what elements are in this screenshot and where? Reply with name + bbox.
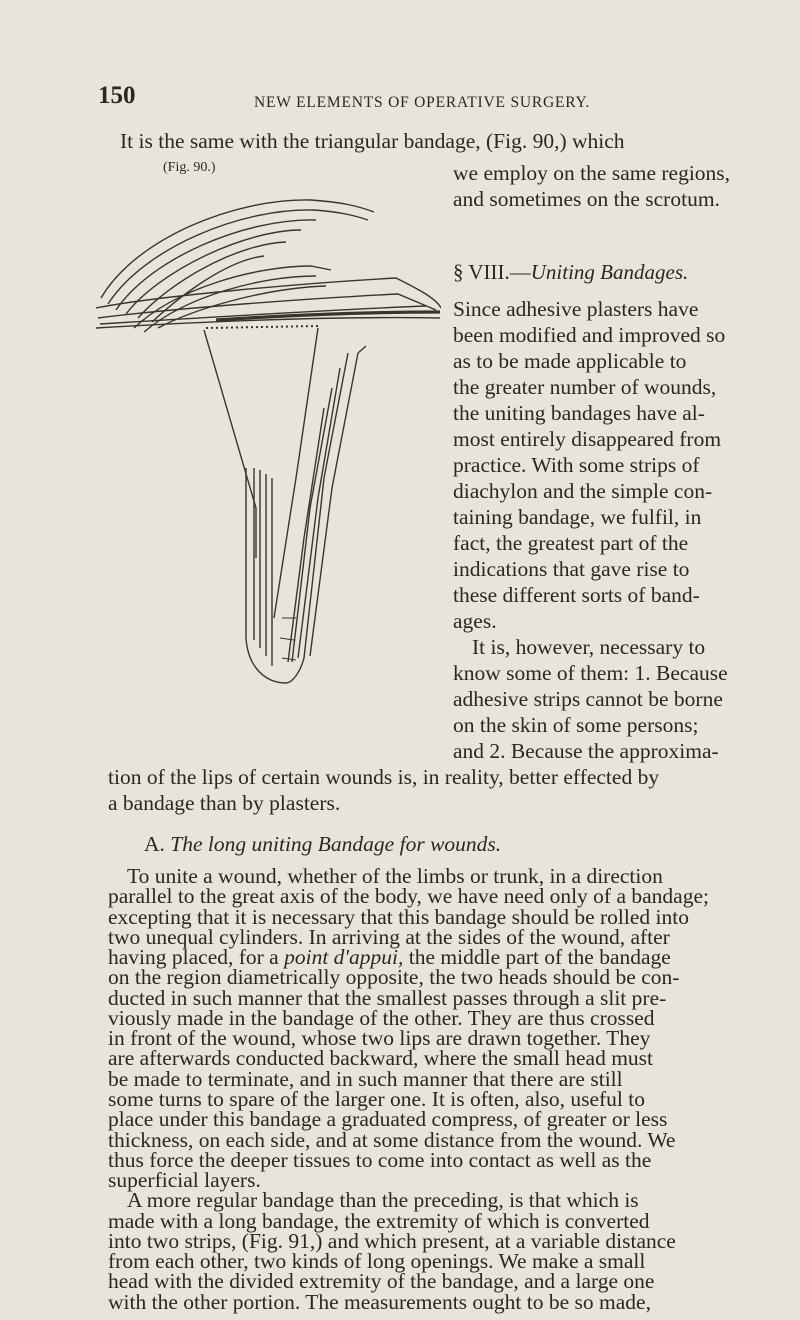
text-line: on the skin of some persons; [453,713,699,737]
text-line: adhesive strips cannot be borne [453,687,723,711]
subsection-title: The long uniting Bandage for wounds. [170,832,502,856]
section-title: Uniting Bandages. [530,260,689,284]
section-heading [453,260,688,285]
text-line: fact, the greatest part of the [453,531,689,555]
text-line: ages. [453,609,497,633]
text-line: indications that gave rise to [453,557,690,581]
section-prefix: § VIII.— [453,260,531,284]
text-line: ducted in such manner that the smallest passes through a slit pre- [108,985,667,1010]
text-line: two unequal cylinders. In arriving at the sides of the wound, after [108,924,670,949]
text-line: viously made in the bandage of the other. They are thus crossed [108,1005,655,1030]
text-line: are afterwards conducted backward, where the small head must [108,1046,654,1071]
text-line: be made to terminate, and in such manner that there are still [108,1066,623,1091]
text-line: thus force the deeper tissues to come into contact as well as the [108,1147,652,1172]
text-line: taining bandage, we fulfil, in [453,505,702,529]
text-line: tion of the lips of certain wounds is, in reality, better effected by [108,765,660,789]
text-line: made with a long bandage, the extremity of which is converted [108,1208,650,1233]
text-line: the greater number of wounds, [453,375,717,399]
text-line: from each other, two kinds of long openings. We make a small [108,1249,646,1274]
text-span: the middle part of the bandage [408,945,671,970]
italic-phrase: point d'appui, [284,945,404,970]
text-line: head with the divided extremity of the bandage, and a large one [108,1269,655,1294]
text-line: A more regular bandage than the preceding, is that which is [127,1188,639,1213]
text-line: we employ on the same regions, [453,161,731,185]
page-number: 150 [98,82,136,109]
text-line: place under this bandage a graduated compress, of greater or less [108,1107,668,1132]
text-line: most entirely disappeared from [453,427,722,451]
text-line: and 2. Because the approxima- [453,739,719,763]
text-line: the uniting bandages have al- [453,401,705,425]
text-line: thickness, on each side, and at some distance from the wound. We [108,1127,676,1152]
text-line: with the other portion. The measurements ought to be so made, [108,1289,651,1314]
text-line: It is the same with the triangular bandage, (Fig. 90,) which [120,129,625,153]
text-line: and sometimes on the scrotum. [453,187,720,211]
text-line: on the region diametrically opposite, the two heads should be con- [108,965,680,990]
triangular-bandage-figure [96,178,441,690]
figure-caption: (Fig. 90.) [163,160,216,175]
text-line [108,945,671,970]
text-line: these different sorts of band- [453,583,700,607]
text-line: a bandage than by plasters. [108,791,341,815]
text-line: into two strips, (Fig. 91,) and which present, at a variable distance [108,1228,676,1253]
text-line: superficial layers. [108,1168,261,1193]
text-line: parallel to the great axis of the body, we have need only of a bandage; [108,884,709,909]
subsection-heading [144,832,501,857]
text-line: in front of the wound, whose two lips are drawn together. They [108,1026,651,1051]
text-span: having placed, for a [108,945,279,970]
text-line: some turns to spare of the larger one. It is often, also, useful to [108,1087,645,1111]
text-line: excepting that it is necessary that this bandage should be rolled into [108,904,689,929]
text-line: Since adhesive plasters have [453,297,699,321]
subsection-prefix: A. [144,832,171,856]
running-title: NEW ELEMENTS OF OPERATIVE SURGERY. [254,94,591,111]
text-line: To unite a wound, whether of the limbs or trunk, in a direction [127,864,663,888]
text-line: diachylon and the simple con- [453,479,713,503]
text-line: practice. With some strips of [453,453,700,477]
text-line: as to be made applicable to [453,349,687,373]
text-line: been modified and improved so [453,323,726,347]
text-line: It is, however, necessary to [472,635,706,659]
text-line: know some of them: 1. Because [453,661,728,685]
